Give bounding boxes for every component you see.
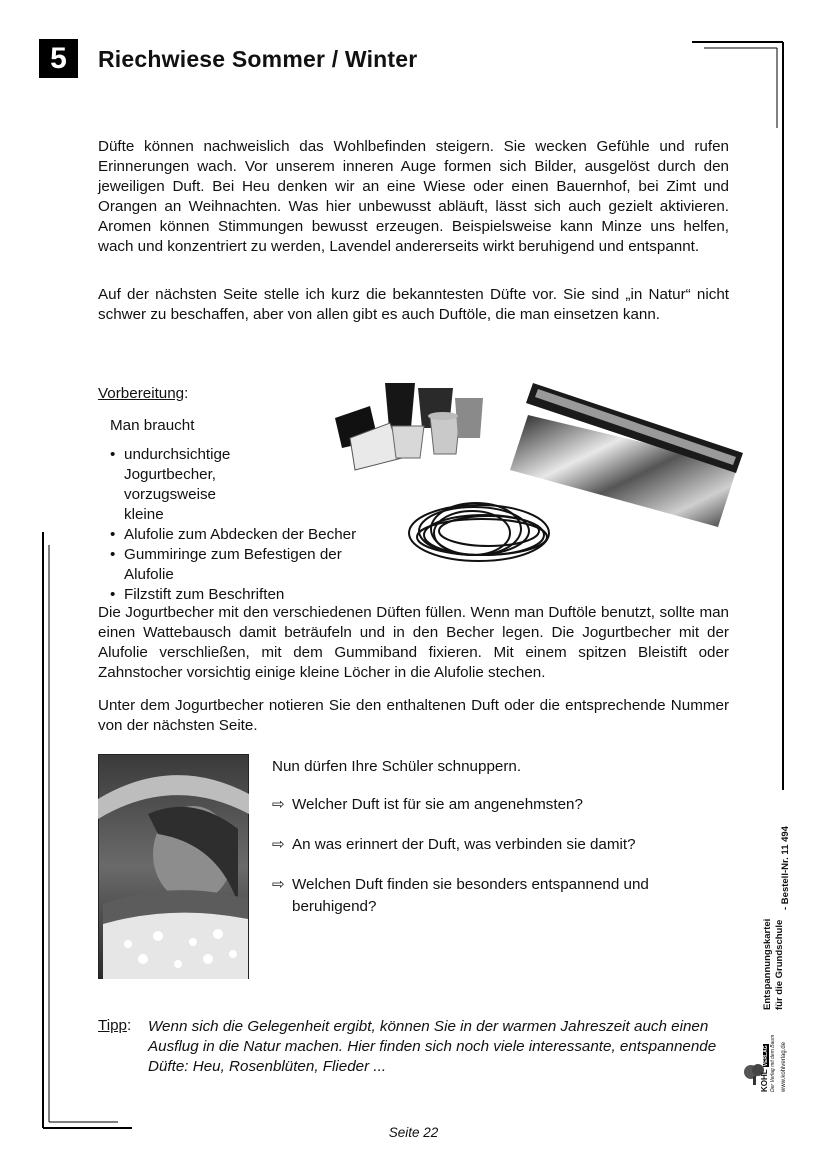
page-number: Seite 22 (388, 1125, 439, 1140)
list-item: • Gummiringe zum Befestigen der Alufolie (110, 545, 384, 585)
side-label-series: Entspannungskartei (762, 918, 773, 1010)
arrow-right-icon: ⇨ (272, 876, 285, 893)
arrow-right-icon: ⇨ (272, 836, 285, 853)
list-item: • Filzstift zum Beschriften (110, 585, 400, 605)
publisher-name-text: KOHL (760, 1069, 769, 1092)
question-text: Welchen Duft finden sie besonders entspannend und beruhigend? (292, 876, 649, 915)
publisher-url: www.kohlverlag.de (781, 1041, 787, 1092)
preparation-intro: Man braucht (110, 417, 195, 434)
tip-colon: : (126, 1017, 132, 1034)
question-2 (272, 834, 636, 856)
publisher-sub-text: VERLAG (763, 1045, 769, 1067)
question-text: Welcher Duft ist für sie am angenehmsten? (292, 796, 583, 813)
question-text: An was erinnert der Duft, was verbinden sie damit? (292, 836, 636, 853)
preparation-heading-colon: : (184, 385, 189, 402)
publisher-name (760, 1044, 769, 1092)
arrow-right-icon: ⇨ (272, 796, 285, 813)
list-item: • undurchsichtige Jogurtbecher, vorzugsweise kleine (110, 445, 244, 525)
tip-label-text: Tipp (98, 1017, 127, 1034)
question-3 (272, 874, 712, 918)
list-item: • Alufolie zum Abdecken der Becher (110, 525, 400, 545)
intro-paragraph-2: Auf der nächsten Seite stelle ich kurz die bekanntesten Düfte vor. Sie sind „in Natur“ nicht schwer zu beschaffen, aber von allen gibt es auch Duftöle, die man einsetzen kann. (98, 286, 729, 323)
yogurt-cups-image (330, 378, 490, 473)
section-number-badge: 5 (39, 39, 78, 78)
side-label-order-number: - Bestell-Nr. 11 494 (780, 826, 791, 910)
rubber-bands-image (404, 495, 554, 570)
publisher-slogan: Der Verlag mit dem Baum (770, 1034, 776, 1092)
sniff-intro: Nun dürfen Ihre Schüler schnuppern. (272, 758, 522, 775)
girl-smelling-photo (98, 754, 249, 979)
instructions-paragraph-1: Die Jogurtbecher mit den verschiedenen Düften füllen. Wenn man Duftöle benutzt, sollte man einen Wattebausch damit beträufeln und in den Becher legen. Die Jogurtbecher mit der Alufolie verschließen, mit dem Gummiband fixieren. Mit einem spitzen Bleistift oder Zahnstocher vorsichtig einige kleine Löcher in die Alufolie stechen. (98, 604, 729, 681)
tip-text: Wenn sich die Gelegenheit ergibt, können Sie in der warmen Jahreszeit auch einen Ausflug in die Natur machen. Hier finden sich noch viele interessante, entspannende Düfte: Heu, Rosenblüten, Flieder ... (148, 1018, 717, 1075)
preparation-heading (98, 385, 188, 402)
preparation-heading-text: Vorbereitung (98, 385, 185, 402)
side-label-subtitle: für die Grundschule (774, 919, 785, 1010)
page-title: Riechwiese Sommer / Winter (98, 46, 418, 72)
instructions-paragraph-2: Unter dem Jogurtbecher notieren Sie den enthaltenen Duft oder die entsprechende Nummer von der nächsten Seite. (98, 697, 729, 734)
intro-paragraph-1: Düfte können nachweislich das Wohlbefinden steigern. Sie wecken Gefühle und rufen Erinnerungen wach. Vor unserem inneren Auge formen sich Bilder, ausgelöst durch den jeweiligen Duft. Bei Heu denken wir an eine Wiese oder einen Bauernhof, bei Zimt und Orangen an Weihnachten. Was hier unbewusst abläuft, lässt sich auch gezielt aktivieren. Aromen können Stimmungen bewusst erzeugen. Beispielsweise kann Minze uns helfen, wach und konzentriert zu werden, Lavendel andererseits wirkt beruhigend und entspannt. (98, 138, 729, 255)
tip-label (98, 1017, 131, 1034)
question-1 (272, 794, 583, 816)
